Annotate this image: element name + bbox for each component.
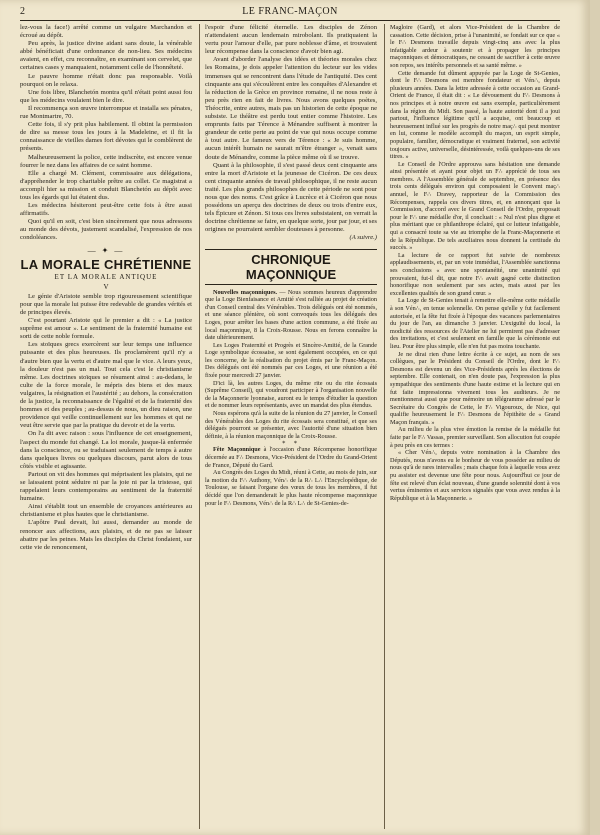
page-number: 2 — [20, 6, 26, 17]
paragraph: Au milieu de la plus vive émotion la remise de la médaille fut faite par le F∴ Vassas, premier surveillant. Son allocution fut coupée à peu près en ces termes : — [390, 426, 560, 449]
paragraph: Magloire (Gard), et alors Vice-Président de la Chambre de cassation. Cette décision, prise à l'unanimité, se fondait sur ce que « le F∴ Desmons travaille depuis vingt-cinq ans avec la plus infatigable ardeur à soutenir et à propager les principes maçonniques et démocratiques, ne cessant de sacrifier à cette œuvre son repos, ses intérêts personnels et sa santé même. » — [390, 24, 560, 69]
paragraph: Les médecins hésiteront peut-être cette fois à être aussi affirmatifs. — [20, 202, 192, 218]
separator-stars: ∗ ∗ — [281, 440, 301, 447]
paragraph: C'est pourtant Aristote qui le premier a dit : « La justice suprême est amour ». Le sentiment de la fraternité humaine est sorti de cette noble formule. — [20, 317, 192, 341]
to-be-continued: (A suivre.) — [349, 234, 377, 242]
paragraph: Peu après, la justice divine aidant sans doute, la vénérable abbé bénéficiait d'une ordonnance de non-lieu. Ses médecins avaient, en effet, cru reconnaître, en examinant son cervelet, que certaines cases y manquaient, notamment celle de l'honnêteté. — [20, 40, 192, 72]
paragraph: D'ici là, les autres Loges, du même rite ou du rite écossais (Suprême Conseil), qui voudront participer à l'organisation nouvelle de la Maçonnerie lyonnaise, auront eu le temps d'étudier la question et de nommer leurs représentants, avec un mandat des plus étendus. — [205, 379, 377, 410]
paragraph: Une fois libre, Blanchetón montra qu'il n'était point aussi fou que les médecins voulaient bien le dire. — [20, 88, 192, 104]
paragraph: Malheureusement la police, cette indiscrète, est encore venue fourrer le nez dans les affaires de ce saint homme. — [20, 153, 192, 169]
column-divider — [199, 24, 200, 829]
header-rule — [20, 20, 560, 21]
paragraph: Je ne dirai rien d'une lettre écrite à ce sujet, au nom de ses collègues, par le Président du Conseil de l'Ordre, dont le F∴ Desmons est devenu un des Vice-Présidents après les élections de septembre. Elle contenait, on n'en doute pas, l'expression la plus sympathique des sentiments d'une haute estime et la lecture qui en fut faite impressionna vivement tous les auditeurs. Je ne mentionnerai aussi que pour mémoire un télégramme adressé par le Secrétaire du Congrès de Cette, le F∴ Vigouroux, de Nice, qui qualifie heureusement le F∴ Desmons de l'épithète de « Grand Maçon français. » — [390, 350, 560, 426]
paragraph: « Cher Vén∴, depuis votre nomination à la Chambre des Députés, nous n'avons eu le bonheur de vous posséder au milieu de nous qu'à de rares intervalles ; mais chaque fois à laquelle vous avez pu assister est devenue une fête pour nous. Aujourd'hui ce jour de fête est relevé d'un éclat nouveau, d'une grande solennité dont à vos vertus éminentes et aux services signalés que vous avez rendus à la République et à la Maçonnerie. » — [390, 449, 560, 502]
paragraph: Les Loges Fraternité et Progrès et Sincère-Amitié, de la Grande Loge symbolique écossaise, se sont également occupées, en ce qui les concerne, de la réalisation du projet émis par le Franc-Maçon. Des délégués ont été nommés par ces Loges, et une réunion a été fixée pour mercredi 27 janvier. — [205, 341, 377, 380]
paragraph: Nous espérons qu'à la suite de la réunion du 27 janvier, le Conseil des Vénérables des Loges du rite écossais sera constitué, et que ses délégués pourront se présenter, avec l'autorité d'une situation bien définie, à la réunion maçonnique de la Croix-Rousse. — [205, 410, 377, 440]
paragraph: Le génie d'Aristote semble trop rigoureusement scientifique pour que la morale lui puisse être redevable de grandes vérités et de principes élevés. — [20, 292, 192, 316]
news-text: — Nous sommes heureux d'apprendre que la Loge Bienfaisance et Amitié s'est ralliée au projet de création d'un Conseil central des Vénérables. Trois délégués ont été nommés, et une séance plénière, où sont convoqués tous les délégués des Loges, pour arrêter les bases d'une action commune, a été fixée au local maçonnique, 8 la Croix-Rousse. Nous en ferons connaître la date ultérieurement. — [205, 288, 377, 342]
section-number: V — [103, 282, 109, 291]
paragraph: Partout on vit des hommes qui méprisaient les plaisirs, qui ne se laissaient point séduire ni par la joie ni par la tristesse, qui rappelaient leurs contemporains au sentiment de la fraternité humaine. — [20, 470, 192, 503]
paragraph: l'espoir d'une félicité éternelle. Les disciples de Zénon n'attendaient aucun lendemain mirobolant. Ils pratiquaient la vertu pour l'amour d'elle, par pure noblesse d'âme, et trouvaient leur récompense dans la conscience d'avoir bien agi. — [205, 24, 377, 56]
column-2 — [205, 24, 377, 829]
paragraph: Avant d'aborder l'analyse des idées et théories morales chez les Romains, je dois appeler l'attention du lecteur sur les vides immenses qui se rencontrent dans l'étude de l'antiquité. Des cent cinquante ans qui s'écoulèrent entre les conquêtes d'Alexandre et la réduction de la Grèce en province romaine, il ne nous reste à peu près rien en fait de livres. Nous avons quelques poètes, Théocrite, entre autres, mais pas un historien de cette époque ne subsiste. Le théâtre est perdu tout entier comme l'histoire. Les emprunts faits par Térence à Ménandre suffisent à montrer la grandeur de cette perte au point de vue qui nous occupe comme à tout autre. Le fameux vers de Térence : « Je suis homme, aucun intérêt humain ne saurait m'être étranger », venait sans doute de Ménandre, comme la pièce même où il se trouve. — [205, 56, 377, 161]
chronicle-banner — [205, 249, 377, 285]
paragraph: lez-vous la face!) arrêté comme un vulgaire Marchandon et écroué au dépôt. — [20, 24, 192, 40]
paragraph: Le Conseil de l'Ordre approuva sans hésitation une demande ainsi présentée et ayant pour objet un F∴ apprécié de tous ses membres. A l'Assemblée générale de septembre, en présence des trois cents délégués environ qui composaient le Convent maç∴ annuel, le F∴ Dravey, rapporteur de la Commission des Récompenses, rappela ces divers titres, et, en annonçant que la Commission, d'accord avec le Grand Conseil de l'Ordre, proposait pour le F∴ une médaille d'or, il concluait : « Nul n'est plus digne et plus méritant que ce philanthrope éclairé, qui ce lutteur infatigable, qui a consacré toute sa vie au triomphe de la Franc-Maçonnerie et de la République. De tels auxiliaires nous donnent la certitude du succès. » — [390, 160, 560, 252]
paragraph: L'apôtre Paul devait, lui aussi, demander au monde de renoncer aux affections, aux plaisirs, et de ne pas se laisser abattre par les peines. Mais les disciples du Christ fondaient, sur cette vie de renoncement, — [20, 519, 192, 551]
paragraph: Les stoïques grecs exercèrent sur leur temps une influence puissante et des plus heureuses. Ils proclamèrent qu'il n'y a d'autre bien que la vertu et d'autre mal que le vice. A leurs yeux, la douleur n'est pas un mal. Tout cela c'est le christianisme même. Les doctrines stoïques se résument ainsi : au-dedans, le culte de la force morale, le mépris des biens et des maux vulgaires, la résignation et l'austérité ; au dehors, la consécration de la justice, la reconnaissance de l'égalité et de la fraternité des hommes et des peuples ; au-dessus de nous, un dieu raison, une providence qui veille continuellement sur les hommes et qui ne veut être servie que par la pratique du devoir et de la vertu. — [20, 341, 192, 430]
paragraph: Quoi qu'il en soit, c'est bien sincèrement que nous adressons au monde des dévots, justement scandalisé, l'expression de nos condoléances. — [20, 218, 192, 242]
paragraph: Au Congrès des Loges du Midi, réuni à Cette, au mois de juin, sur la motion du F∴ Authony, Vén∴ de la R∴ L∴ l'Encyclopédique, de Toulouse, se faisant l'organe des vœux de tous les membres, il fut décidé que l'on demanderait le plus haute récompense maçonnique pour le F∴ Desmons, Vén∴ de la R∴ L∴ de St-Genies-de- — [205, 469, 377, 507]
paragraph: Ainsi s'établit tout un ensemble de croyances antérieures au christianisme et plus hautes que le christianisme. — [20, 503, 192, 519]
paragraph — [205, 446, 377, 469]
paragraph: Cette demande fut dûment appuyée par la Loge de St-Genies, dont le F∴ Desmons est membre fondateur et Vén∴, depuis plusieurs années. Dans la lettre adressée à cette occasion au Grand-Orient de France, il était dit : « Le dévouement du F∴ Desmons à nos principes et à notre œuvre est sans exemple, particulièrement dans la région du Midi. Son passé, la haute autorité dont il a joui partout, l'influence légitime qu'il a acquise, ont beaucoup et heureusement influé sur les progrès de notre maç∴ qui peut montrer en lui, comme le modèle accompli du maçon, un esprit simple, populaire, familier, démocratique et vraiment fraternel, son activité toujours active, universelle, désintéressée, voilà quelques-uns de ses titres. » — [390, 69, 560, 161]
paragraph: Le pauvre homme n'était donc pas responsable. Voilà pourquoi on le relaxa. — [20, 72, 192, 88]
paragraph — [205, 289, 377, 342]
page-header — [20, 6, 560, 20]
section-title: LA MORALE CHRÉTIENNE — [20, 256, 192, 272]
chronicle-title: CHRONIQUE MAÇONNIQUE — [245, 251, 337, 282]
column-3 — [390, 24, 560, 829]
section-ornament: — ✦ — — [87, 245, 125, 255]
paragraph: La lecture de ce rapport fut suivie de nombreux applaudissements, et, par un vote immédiat, l'Assemblée sanctionna ses conclusions « avec une spontanéité, une unanimité qui prouvaient, fut-il dit, que notre F∴ avait gagné cette distinction honorifique non seulement par ses actes, mais aussi par les excellentes qualités de son grand cœur. » — [390, 251, 560, 297]
paragraph: La Loge de St-Genies tenait à remettre elle-même cette médaille à son Vén∴, en tenue solennelle. On pense qu'elle y fut facilement autorisée, et la fête fut fixée à l'époque des vacances parlementaires du jour de l'an, au dimanche 3 janvier. L'exiguïté du local, la modicité des ressources de l'Atelier ne lui permirent pas d'adresser des invitations, et c'est seulement en famille que la cérémonie eut lieu. Pour être plus simple, elle n'en fut pas moins touchante. — [390, 297, 560, 350]
news-heading: Nouvelles maçonniques. — [213, 288, 278, 296]
section-subtitle: ET LA MORALE ANTIQUE — [54, 272, 158, 281]
paragraph: On l'a dit avec raison : sous l'influence de cet enseignement, l'aspect du monde fut changé. La loi morale, jusque-là enfermée dans la conscience, ou se traduisant seulement de temps à autre dans quelques livres ou quelques discours, parut alors de tous côtés visible et agissante. — [20, 430, 192, 470]
fete-lead: à l'occasion d'une Récompense honorifique décernée au F∴ Desmons, Vice-Président de l'Ordre du Grand-Orient de France, Député du Gard. — [205, 446, 377, 469]
paragraph: Cette fois, il s'y prit plus habilement. Il obtint la permission de dire sa messe tous les jours à la Madeleine, et il fit la connaissance de vieilles dames fort dévotes qui le comblèrent de présents. — [20, 121, 192, 153]
paragraph: Quant à la philosophie, il s'est passé deux cent cinquante ans entre la mort d'Aristote et la jeunesse de Cicéron. De ces deux cent cinquante années de travail philosophique, il ne reste aucun traité. Les plus grands philosophes de cette période ne sont pour nous que des noms. C'est grâce à Lucrèce et à Cicéron que nous possédons un aperçu des doctrines de deux ou trois d'entre eux, tels Épicure et Zénon. Si tous ces livres subsistaient, on verrait la doctrine chrétienne se faire, en quelque sorte, jour par jour, et ses origines ne pourraient sembler douteuses à personne. — [205, 161, 377, 234]
fete-heading: Fête Maçonnique — [213, 446, 261, 454]
journal-title: LE FRANC-MAÇON — [242, 6, 338, 17]
paragraph: Il recommença son œuvre interrompue et installa ses pénates, rue Montmartre, 70. — [20, 104, 192, 121]
column-divider — [384, 24, 385, 829]
column-1 — [20, 24, 192, 829]
paragraph: Elle a chargé M. Clément, commissaire aux délégations, d'appréhender le trop charitable prêtre au collet. Ce magistrat a accompli hier sa mission et conduit Blanchetón au dépôt avec tous les égards qui lui étaient dus. — [20, 169, 192, 201]
